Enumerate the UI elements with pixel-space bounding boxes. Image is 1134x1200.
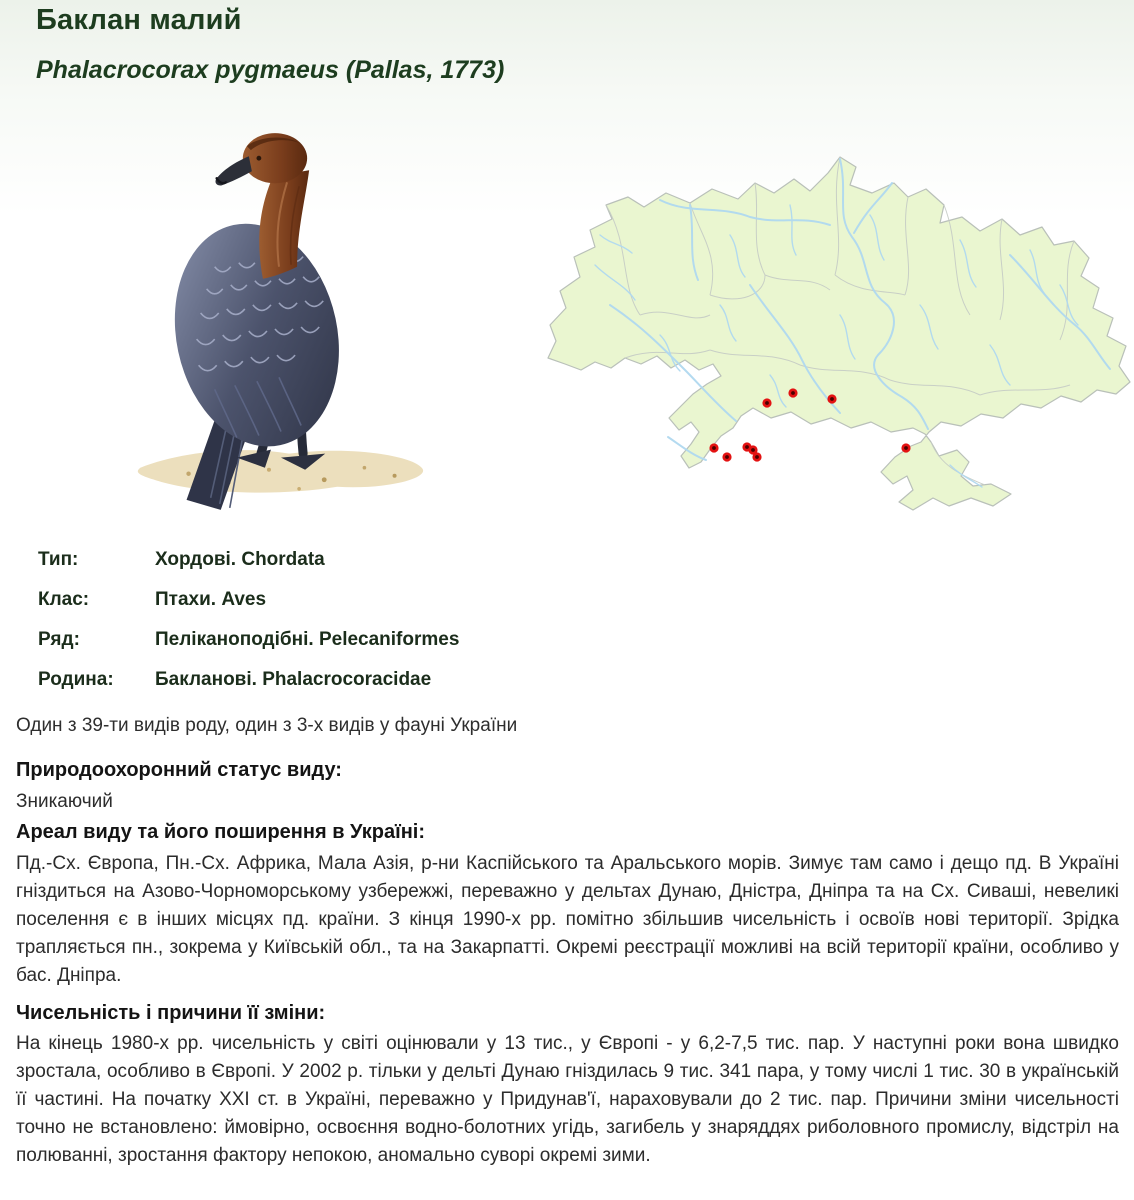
sand-ground <box>138 450 423 493</box>
taxonomy-row-family <box>38 669 598 709</box>
section-heading-population: Чисельність і причини її зміни: <box>16 1002 326 1024</box>
section-heading-status: Природоохоронний статус виду: <box>16 759 342 781</box>
taxonomy-row-order <box>38 629 598 669</box>
taxonomy-label: Тип: <box>38 549 79 570</box>
taxonomy-value: Хордові. Chordata <box>155 549 325 570</box>
scientific-name: Phalacrocorax pygmaeus (Pallas, 1773) <box>36 56 505 84</box>
population-paragraph: На кінець 1980-х рр. чисельність у світі оцінювали у 13 тис., у Європі - у 6,2-7,5 тис. пар. У наступні роки вона швидко зростала, особливо в Європі. У 2002 р. тільки у дельті Дунаю гніздилась 9 тис. 341 пара, у тому числі 1 тис. 30 в українській її частині. На початку XXI ст. в Україні, переважно у Придунав'ї, нараховували до 2 тис. пар. Причини зміни чисельності точно не встановлено: ймовірно, освоєння водно-болотних угідь, загибель у знаряддях риболовного промислу, відстріл на полюванні, зростання фактору непокою, аномально суворі окремі зими. <box>16 1033 1119 1166</box>
bird-beak <box>215 156 251 185</box>
taxonomy-label: Клас: <box>38 589 90 610</box>
taxonomy-table <box>38 549 598 709</box>
taxonomy-value: Бакланові. Phalacrocoracidae <box>155 669 432 690</box>
taxonomy-value: Пеліканоподібні. Pelecaniformes <box>155 629 460 650</box>
taxonomy-row-class <box>38 589 598 629</box>
bird-body <box>155 208 359 462</box>
taxonomy-label: Родина: <box>38 669 114 690</box>
section-heading-range: Ареал виду та його поширення в Україні: <box>16 821 425 843</box>
genus-species-count-note: Один з 39-ти видів роду, один з 3-х видів у фауні України <box>16 715 518 736</box>
taxonomy-value: Птахи. Aves <box>155 589 267 610</box>
taxonomy-row-type <box>38 549 598 589</box>
page-title: Баклан малий <box>36 4 242 36</box>
species-illustration <box>118 116 440 528</box>
range-paragraph: Пд.-Сх. Європа, Пн.-Сх. Африка, Мала Азія, р-ни Каспійського та Аральського морів. Зимує там само і дещо пд. В Україні гніздиться на Азово-Чорноморському узбережжі, переважно у дельтах Дунаю, Дністра, Дніпра та на Сх. Сиваші, невеликі поселення є в інших місцях пд. країни. З кінця 1990-х рр. помітно збільшив чисельність і освоїв нові території. Зрідка трапляється пн., зокрема у Київській обл., та на Закарпатті. Окремі реєстрації можливі на всій території країни, особливо у бас. Дніпра. <box>16 853 1119 986</box>
status-value: Зникаючий <box>16 791 113 812</box>
ukraine-outline <box>548 157 1130 510</box>
taxonomy-label: Ряд: <box>38 629 80 650</box>
distribution-map <box>540 145 1134 520</box>
bird-head <box>243 133 307 183</box>
